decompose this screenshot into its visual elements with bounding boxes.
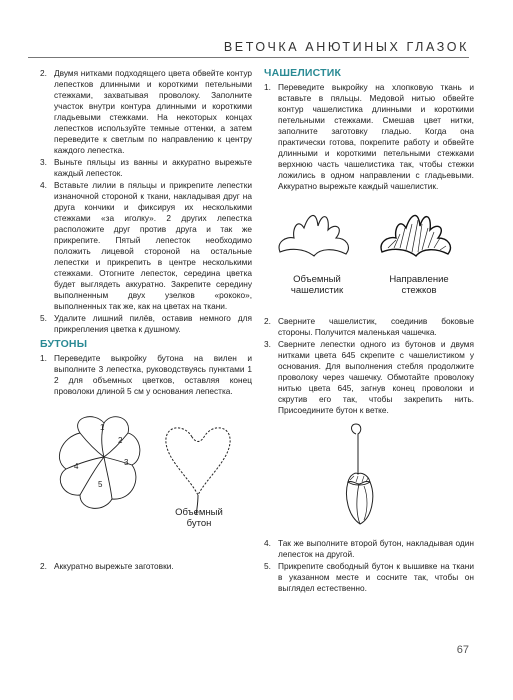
right-column [264, 68, 474, 595]
list-item: 1. Переведите выкройку на хлопковую ткань и вставьте в пяльцы. Медовой нитью обвейте контур чашелистика длинными и короткими петельными стежками. Смешав цвет нитки, заполните заготовку гладью. Когда она практически готова, покрепите работу и обвейте длинными и короткими петельными стежками верхнюю часть чашелистика так, чтобы стежки ложились в одном направлении с гладьевыми. Аккуратно вырежьте каждый чашелистик. [264, 82, 474, 191]
sepal-outline [279, 215, 348, 256]
sepal-stitch-direction [381, 215, 450, 256]
list-item: 3. Сверните лепестки одного из бутонов и двумя нитками цвета 645 скрепите с чашелистиком у основания. Для выполнения стебля продолжите проволоку через чашечку. Обмотайте проволоку нитью цвета 645, загнув конец проволоки и скрутив его так, чтобы закрепить нить. Присоедините бутон к ветке. [264, 339, 474, 415]
left-list-bottom [40, 561, 252, 572]
right-list-bottom [264, 538, 474, 594]
bud-figure [40, 403, 252, 543]
sepal-heading: ЧАШЕЛИСТИК [264, 67, 342, 79]
list-item: 1. Переведите выкройку бутона на вилен и выполните 3 лепестка, руководствуясь пунктами 1 2 для объемных цветков, оставляя конец проволоки длиной 5 см у основания лепестка. [40, 353, 252, 396]
petal-label: 5 [98, 480, 103, 489]
left-list-top [40, 68, 252, 335]
sepal-figure [264, 198, 474, 306]
page-header-title: ВЕТОЧКА АНЮТИНЫХ ГЛАЗОК [223, 40, 469, 54]
petal-label: 1 [100, 423, 105, 432]
left-column [40, 68, 252, 573]
sepal-caption-2: Направление стежков [389, 274, 449, 296]
list-item: 2. Сверните чашелистик, соединив боковые стороны. Получится маленькая чашечка. [264, 316, 474, 337]
list-item: 2. Двумя нитками подходящего цвета обвейте контур лепестков длинными и короткими петельными стежками, захватывая проволоку. Заполните участок внутри контура длинными и короткими гладьевыми стежками. На некоторых концах лепестков используйте темные оттенки, а затем переведите к светлым по направлению к центру каждого лепестка. [40, 68, 252, 155]
bud-caption: Объемный бутон [175, 507, 223, 529]
page-number: 67 [456, 644, 469, 656]
petal-label: 4 [74, 462, 79, 471]
petal-label: 3 [124, 458, 129, 467]
sepal-caption-1: Объемный чашелистик [290, 274, 344, 296]
list-item: 4. Так же выполните второй бутон, накладывая один лепесток на другой. [264, 538, 474, 559]
list-item: 2. Аккуратно вырежьте заготовки. [40, 561, 174, 571]
sepal-list [264, 82, 474, 192]
list-item: 5. Удалите лишний пилёв, оставив немного для прикрепления цветка к душному. [40, 313, 252, 334]
list-item: 3. Выньте пяльцы из ванны и аккуратно вырежьте каждый лепесток. [40, 157, 252, 178]
petal-label: 2 [118, 436, 123, 445]
right-list-mid [264, 316, 474, 416]
assembled-bud-illustration [264, 422, 474, 534]
sepal-illustration [264, 198, 474, 270]
buds-heading: БУТОНЫ [40, 338, 88, 350]
heart-petal-shape [166, 428, 230, 495]
buds-list [40, 353, 252, 397]
list-item: 5. Прикрепите свободный бутон к вышивке на ткани в указанном месте и сосните так, чтобы он выглядел естественно. [264, 561, 474, 593]
assembled-bud-figure [264, 422, 474, 534]
header-rule [28, 57, 469, 58]
list-item: 4. Вставьте лилии в пяльцы и прикрепите лепестки изнаночной стороной к ткани, накладывая друг на друга кончики и фиксируя их несколькими стежками «за иголку». 2 других лепестка расположите друг против друга и так же прикрепите. Пятый лепесток необходимо положить лицевой стороной на остальные лепестки и прикрепить в центре несколькими стежками. Отогните лепесток, середина цветка будет выглядеть аккуратно. Закрепите середину выполненным двух узелков «рококо», выполненных так же, как на цветах на ткани. [40, 180, 252, 311]
